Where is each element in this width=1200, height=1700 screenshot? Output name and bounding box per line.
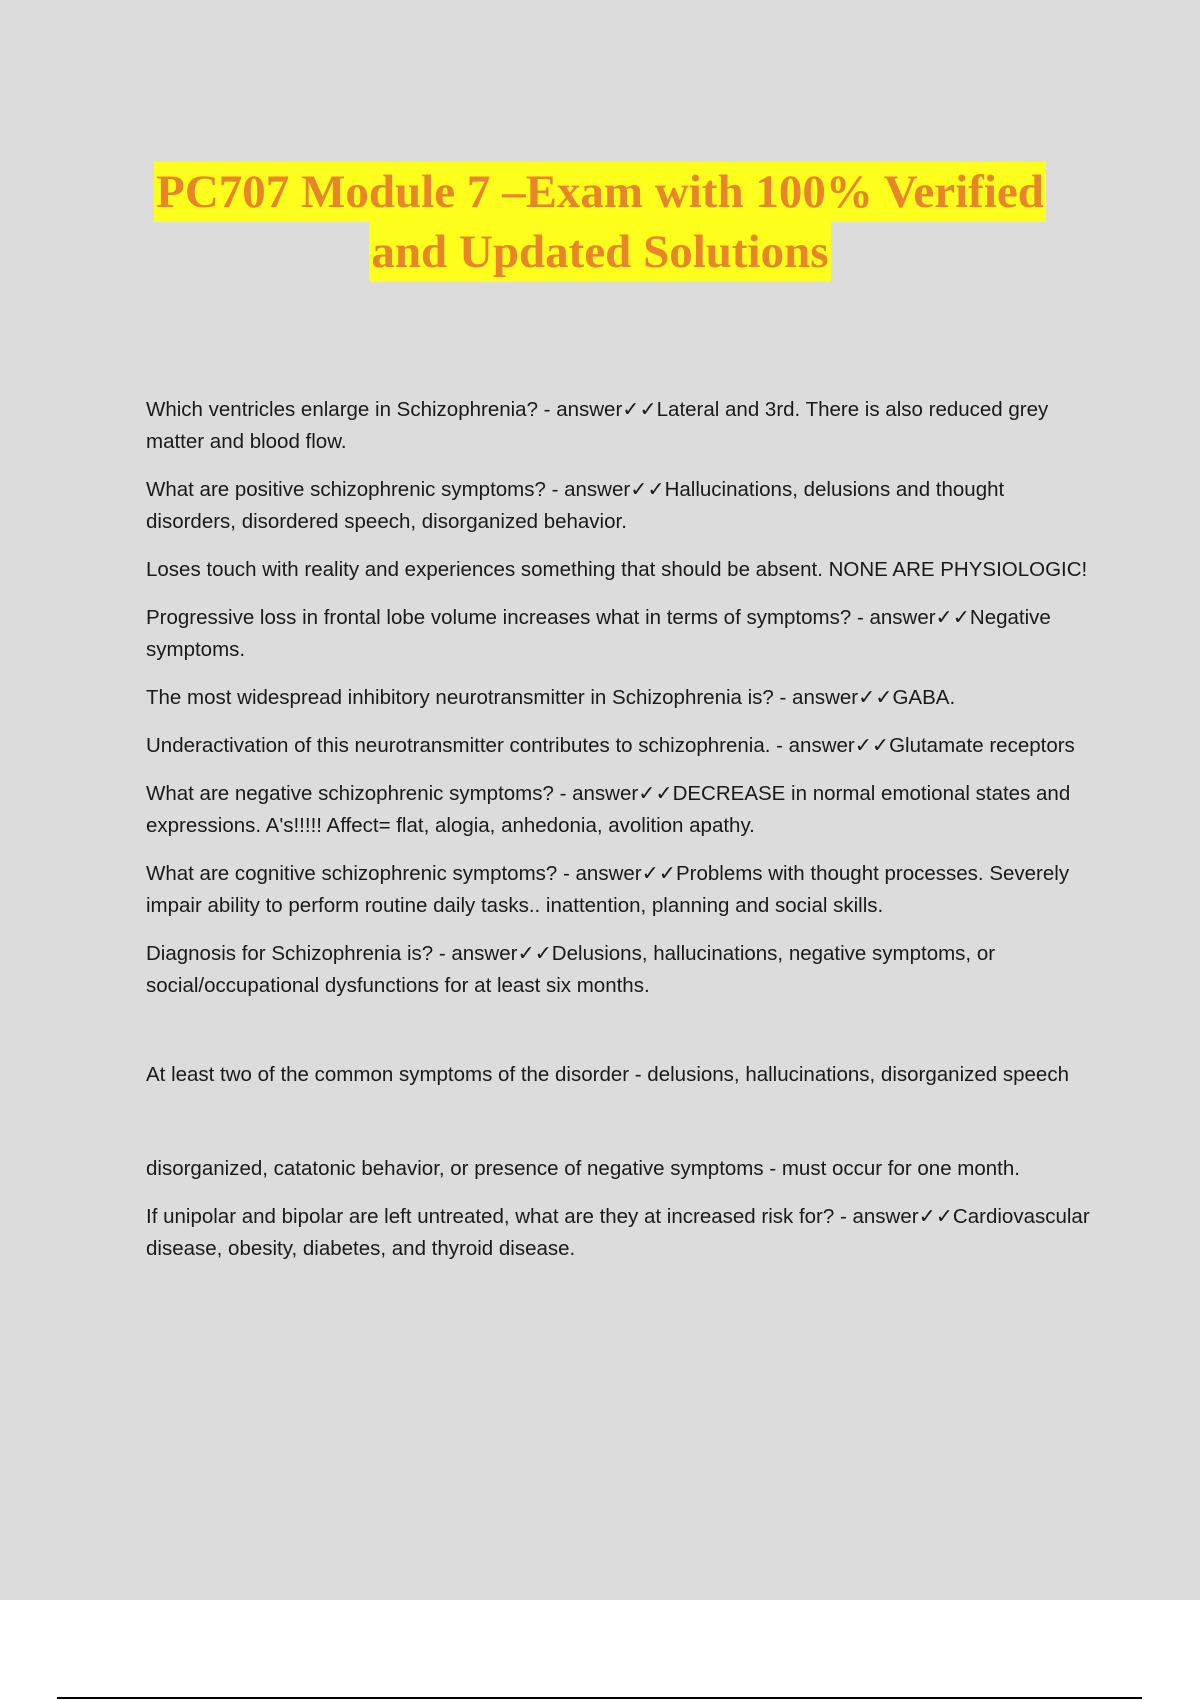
qa-paragraph-diagnosis: Diagnosis for Schizophrenia is? - answer✓✓Delusions, hallucinations, negative symptoms, or social/occupational dysfunctions for at least six months. [146, 942, 996, 997]
qa-paragraph-frontal-lobe: Progressive loss in frontal lobe volume increases what in terms of symptoms? - answer✓✓Negative symptoms. [146, 606, 1051, 661]
document-title [0, 162, 1200, 282]
qa-paragraph-ventricles: Which ventricles enlarge in Schizophrenia? - answer✓✓Lateral and 3rd. There is also reduced grey matter and blood flow. [146, 398, 1049, 453]
qa-paragraph-glutamate: Underactivation of this neurotransmitter contributes to schizophrenia. - answer✓✓Glutamate receptors [146, 734, 1075, 757]
qa-paragraph-negative-symptoms: What are negative schizophrenic symptoms? - answer✓✓DECREASE in normal emotional states and expressions. A's!!!!! Affect= flat, alogia, anhedonia, avolition apathy. [146, 782, 1071, 837]
qa-paragraph-positive-symptoms: What are positive schizophrenic symptoms? - answer✓✓Hallucinations, delusions and thought disorders, disordered speech, disorganized behavior. [146, 478, 1005, 533]
qa-content [146, 394, 1096, 1281]
qa-paragraph-cognitive-symptoms: What are cognitive schizophrenic symptoms? - answer✓✓Problems with thought processes. Severely impair ability to perform routine daily tasks.. inattention, planning and social skills. [146, 862, 1070, 917]
footer-divider [57, 1697, 1142, 1699]
qa-paragraph-gaba: The most widespread inhibitory neurotransmitter in Schizophrenia is? - answer✓✓GABA. [146, 686, 956, 709]
title-line-2: and Updated Solutions [369, 222, 830, 282]
title-line-1: PC707 Module 7 –Exam with 100% Verified [154, 162, 1046, 222]
qa-paragraph-catatonic: disorganized, catatonic behavior, or presence of negative symptoms - must occur for one month. [146, 1157, 1020, 1180]
qa-paragraph-unipolar-bipolar: If unipolar and bipolar are left untreated, what are they at increased risk for? - answer✓✓Cardiovascular disease, obesity, diabetes, and thyroid disease. [146, 1205, 1090, 1260]
qa-paragraph-reality: Loses touch with reality and experiences something that should be absent. NONE ARE PHYSIOLOGIC! [146, 558, 1088, 581]
qa-paragraph-common-symptoms: At least two of the common symptoms of the disorder - delusions, hallucinations, disorganized speech [146, 1063, 1069, 1086]
